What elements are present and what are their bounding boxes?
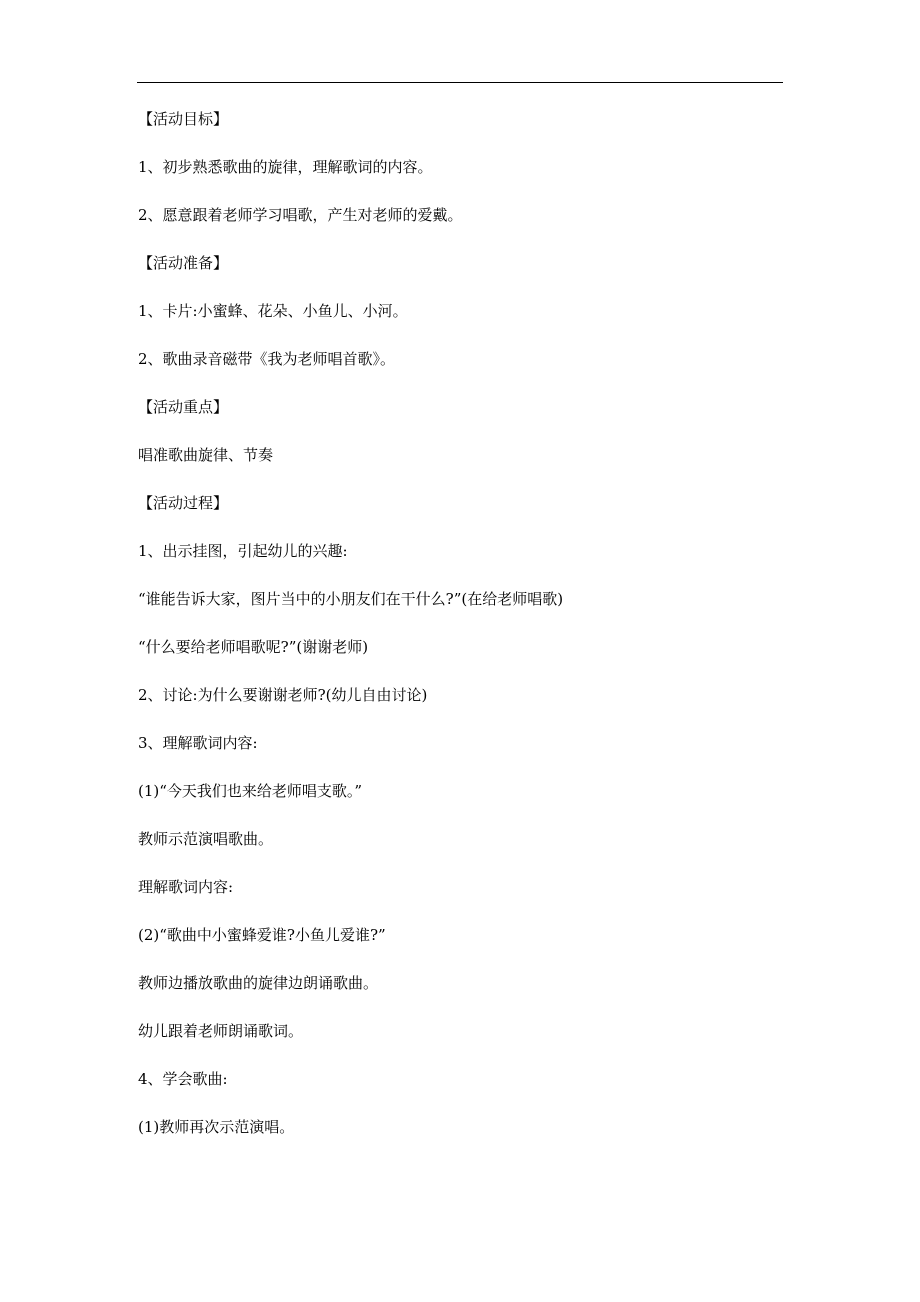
paragraph: “谁能告诉大家，图片当中的小朋友们在干什么?”(在给老师唱歌) [138, 590, 564, 608]
paragraph: 幼儿跟着老师朗诵歌词。 [138, 1022, 304, 1040]
paragraph: 1、初步熟悉歌曲的旋律，理解歌词的内容。 [138, 158, 433, 176]
paragraph: 1、出示挂图，引起幼儿的兴趣: [138, 542, 348, 560]
paragraph: 唱准歌曲旋律、节奏 [138, 446, 274, 464]
paragraph: 4、学会歌曲: [138, 1070, 228, 1088]
section-heading-focus: 【活动重点】 [138, 398, 229, 416]
section-heading-preparation: 【活动准备】 [138, 254, 229, 272]
paragraph: 教师边播放歌曲的旋律边朗诵歌曲。 [138, 974, 379, 992]
paragraph: 2、讨论:为什么要谢谢老师?(幼儿自由讨论) [138, 686, 428, 704]
paragraph: 3、理解歌词内容: [138, 734, 258, 752]
paragraph: 理解歌词内容: [138, 878, 234, 896]
paragraph: (2)“歌曲中小蜜蜂爱谁?小鱼儿爱谁?” [138, 926, 386, 944]
paragraph: (1)“今天我们也来给老师唱支歌。” [138, 782, 363, 800]
section-heading-goals: 【活动目标】 [138, 110, 229, 128]
section-heading-process: 【活动过程】 [138, 494, 229, 512]
paragraph: (1)教师再次示范演唱。 [138, 1118, 295, 1136]
paragraph: 2、歌曲录音磁带《我为老师唱首歌》。 [138, 350, 396, 368]
paragraph: 1、卡片:小蜜蜂、花朵、小鱼儿、小河。 [138, 302, 408, 320]
paragraph: 教师示范演唱歌曲。 [138, 830, 274, 848]
header-rule [137, 82, 783, 83]
document-body [138, 110, 798, 1166]
paragraph: 2、愿意跟着老师学习唱歌，产生对老师的爱戴。 [138, 206, 463, 224]
paragraph: “什么要给老师唱歌呢?”(谢谢老师) [138, 638, 369, 656]
